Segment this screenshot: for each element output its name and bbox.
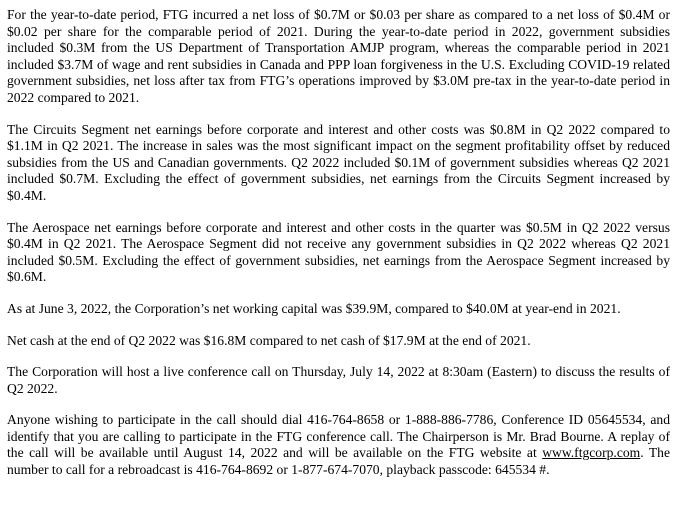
call-instructions-text: Anyone wishing to participate in the call should dial 416-764-8658 or 1-888-886-7786, Conference ID 05645534, and identify that you are calling to participate in the FTG conference call. The Chairperson is Mr. Brad Bourne. A replay of the call will be available until August 14, 2022 and will be available on the FTG website at bbox=[7, 412, 670, 461]
paragraph-conference-call: The Corporation will host a live conference call on Thursday, July 14, 2022 at 8:30am (Eastern) to discuss the results of Q2 2022. bbox=[7, 364, 670, 396]
paragraph-ytd-net-loss: For the year-to-date period, FTG incurred a net loss of $0.7M or $0.03 per share as compared to a net loss of $0.4M or $0.02 per share for the comparable period of 2021. During the year-to-date period in 2022, government subsidies included $0.3M from the US Department of Transportation AMJP program, whereas the comparable period in 2021 included $3.7M of wage and rent subsidies in Canada and PPP loan forgiveness in the U.S. Excluding COVID-19 related government subsidies, net loss after tax from FTG’s operations improved by $3.0M pre-tax in the year-to-date period in 2022 compared to 2021. bbox=[7, 7, 670, 105]
rebroadcast-text: . The number to call for a rebroadcast is 416-764-8692 or 1-877-674-7070, playback passcode: 645534 #. bbox=[7, 445, 670, 478]
paragraph-aerospace-segment: The Aerospace net earnings before corporate and interest and other costs in the quarter was $0.5M in Q2 2022 versus $0.4M in Q2 2021. The Aerospace Segment did not receive any government subsidies in Q2 2022 whereas Q2 2021 included $0.5M. Excluding the effect of government subsidies, net earnings from the Aerospace Segment increased by $0.6M. bbox=[7, 219, 670, 285]
website-link[interactable]: www.ftgcorp.com bbox=[542, 445, 641, 461]
document-body bbox=[7, 7, 670, 479]
paragraph-circuits-segment: The Circuits Segment net earnings before corporate and interest and other costs was $0.8M in Q2 2022 compared to $1.1M in Q2 2021. The increase in sales was the most significant impact on the segment profitability offset by reduced subsidies from the US and Canadian governments. Q2 2022 included $0.1M of government subsidies whereas Q2 2021 included $0.7M. Excluding the effect of government subsidies, net earnings from the Circuits Segment increased by $0.4M. bbox=[7, 121, 670, 203]
paragraph-working-capital: As at June 3, 2022, the Corporation’s net working capital was $39.9M, compared to $40.0M at year-end in 2021. bbox=[7, 300, 621, 316]
paragraph-net-cash: Net cash at the end of Q2 2022 was $16.8M compared to net cash of $17.9M at the end of 2021. bbox=[7, 332, 531, 348]
paragraph-call-instructions bbox=[7, 412, 670, 478]
